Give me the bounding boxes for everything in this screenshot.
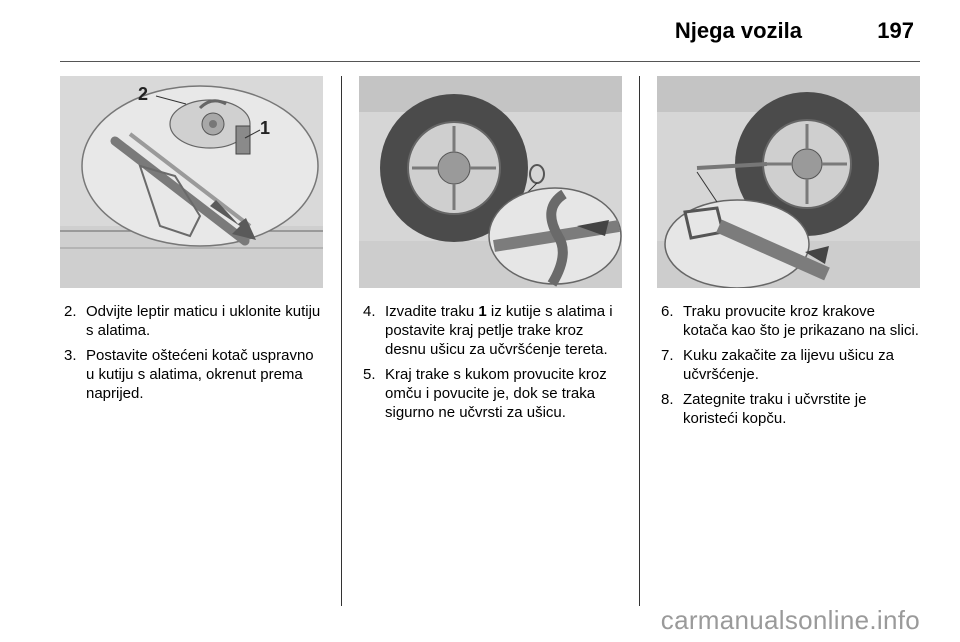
list-item bbox=[661, 346, 923, 384]
figure-strap-eyelet bbox=[359, 76, 622, 288]
column-divider-1 bbox=[341, 76, 342, 606]
watermark: carmanualsonline.info bbox=[660, 605, 920, 635]
step-number: 7. bbox=[661, 347, 674, 364]
step-text: Kuku zakačite za lijevu ušicu za učvršćenje. bbox=[683, 347, 894, 383]
step-number: 8. bbox=[661, 391, 674, 408]
list-item bbox=[363, 302, 625, 359]
figure-toolbox bbox=[60, 76, 323, 288]
step-text: Zategnite traku i učvrstite je koristeći kopču. bbox=[683, 391, 867, 427]
figure-strap-spokes bbox=[657, 76, 920, 288]
step-number: 3. bbox=[64, 347, 77, 364]
list-item bbox=[64, 302, 326, 340]
steps-column-3 bbox=[661, 302, 923, 434]
step-number: 5. bbox=[363, 366, 376, 383]
list-item bbox=[661, 302, 923, 340]
steps-column-1 bbox=[64, 302, 326, 409]
step-text: Traku provucite kroz krakove kotača kao što je prikazano na slici. bbox=[683, 303, 919, 339]
step-strap-reference: 1 bbox=[478, 303, 487, 320]
list-item bbox=[363, 365, 625, 422]
step-text-after: iz kutije s alatima i postavite kraj petlje trake kroz desnu ušicu za učvršćenje tereta. bbox=[385, 303, 613, 358]
figure-callout-1: 1 bbox=[260, 118, 271, 138]
step-text: Odvijte leptir maticu i uklonite kutiju s alatima. bbox=[86, 303, 321, 339]
list-item bbox=[64, 346, 326, 403]
step-number: 2. bbox=[64, 303, 77, 320]
page-number: 197 bbox=[877, 18, 914, 43]
page-title: Njega vozila bbox=[674, 18, 802, 43]
step-text: Postavite oštećeni kotač uspravno u kutiju s alatima, okrenut prema naprijed. bbox=[86, 347, 314, 402]
list-item bbox=[661, 390, 923, 428]
step-number: 6. bbox=[661, 303, 674, 320]
figure-callout-2: 2 bbox=[138, 84, 149, 104]
header-rule bbox=[60, 61, 920, 62]
column-divider-2 bbox=[639, 76, 640, 606]
steps-column-2 bbox=[363, 302, 625, 428]
step-text-before: Izvadite traku bbox=[385, 303, 479, 320]
step-number: 4. bbox=[363, 303, 376, 320]
step-text: Kraj trake s kukom provucite kroz omču i povucite je, dok se traka sigurno ne učvrsti za ušicu. bbox=[385, 366, 607, 421]
